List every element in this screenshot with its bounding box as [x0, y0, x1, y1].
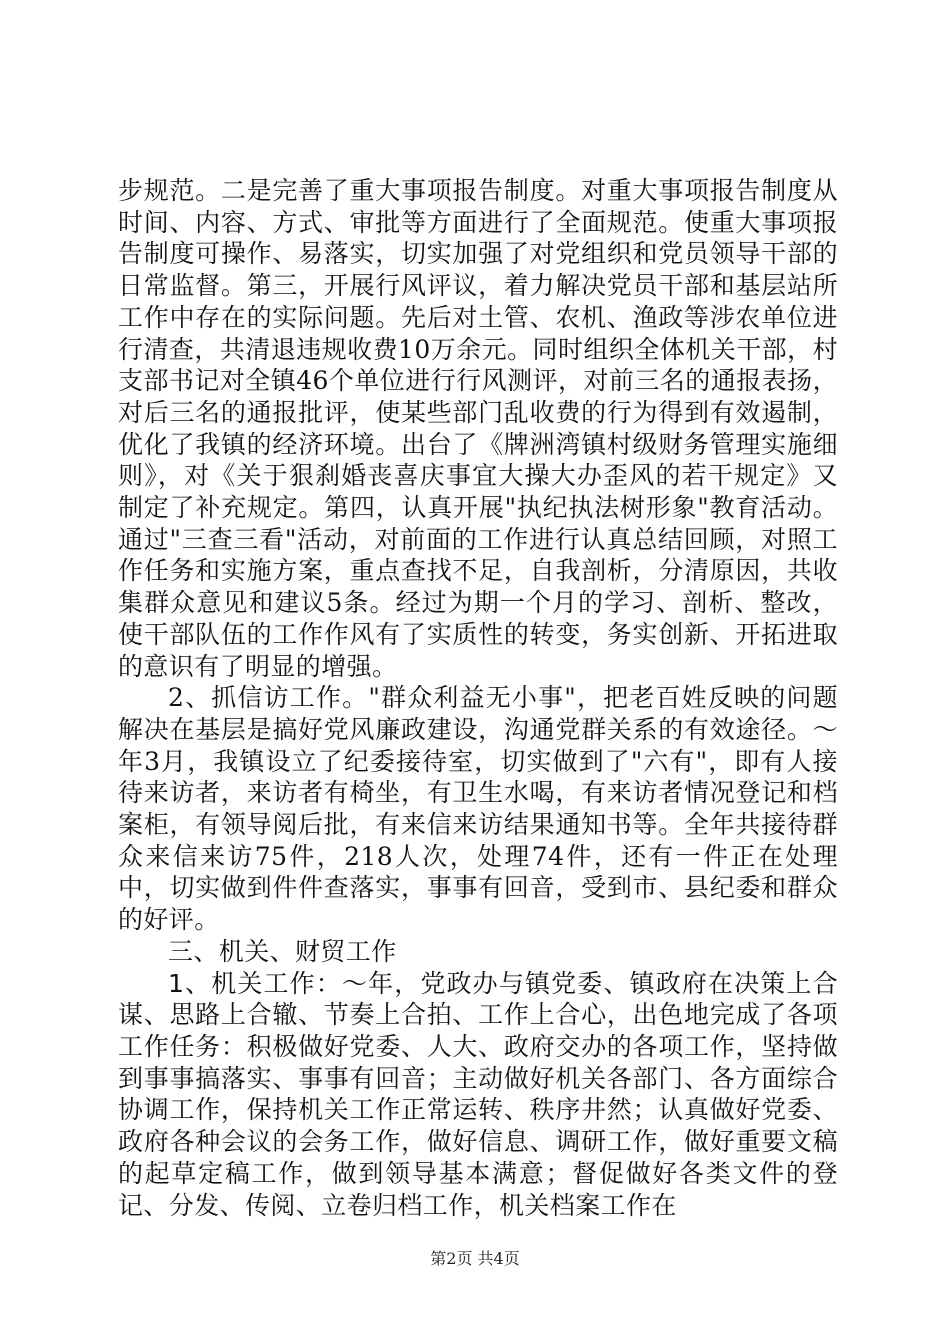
document-body	[118, 175, 838, 1221]
paragraph-petition-work: 2、抓信访工作。"群众利益无小事"，把老百姓反映的问题解决在基层是搞好党风廉政建设，沟通党群关系的有效途径。～年3月，我镇设立了纪委接待室，切实做到了"六有"，即有人接待来访者，来访者有椅坐，有卫生水喝，有来访者情况登记和档案柜，有领导阅后批，有来信来访结果通知书等。全年共接待群众来信来访75件，218人次，处理74件，还有一件正在处理中，切实做到件件查落实，事事有回音，受到市、县纪委和群众的好评。	[118, 683, 838, 935]
paragraph-office-work: 1、机关工作：～年，党政办与镇党委、镇政府在决策上合谋、思路上合辙、节奏上合拍、工作上合心，出色地完成了各项工作任务：积极做好党委、人大、政府交办的各项工作，坚持做到事事搞落实、事事有回音；主动做好机关各部门、各方面综合协调工作，保持机关工作正常运转、秩序井然；认真做好党委、政府各种会议的会务工作，做好信息、调研工作，做好重要文稿的起草定稿工作，做到领导基本满意；督促做好各类文件的登记、分发、传阅、立卷归档工作，机关档案工作在	[118, 968, 838, 1220]
paragraph-continuation: 步规范。二是完善了重大事项报告制度。对重大事项报告制度从时间、内容、方式、审批等方面进行了全面规范。使重大事项报告制度可操作、易落实，切实加强了对党组织和党员领导干部的日常监督。第三，开展行风评议，着力解决党员干部和基层站所工作中存在的实际问题。先后对土管、农机、渔政等涉农单位进行清查，共清退违规收费10万余元。同时组织全体机关干部，村支部书记对全镇46个单位进行行风测评，对前三名的通报表扬，对后三名的通报批评，使某些部门乱收费的行为得到有效遏制，优化了我镇的经济环境。出台了《牌洲湾镇村级财务管理实施细则》，对《关于狠刹婚丧喜庆事宜大操大办歪风的若干规定》又制定了补充规定。第四，认真开展"执纪执法树形象"教育活动。通过"三查三看"活动，对前面的工作进行认真总结回顾，对照工作任务和实施方案，重点查找不足，自我剖析，分清原因，共收集群众意见和建议5条。经过为期一个月的学习、剖析、整改，使干部队伍的工作作风有了实质性的转变，务实创新、开拓进取的意识有了明显的增强。	[118, 176, 838, 681]
section-heading: 三、机关、财贸工作	[168, 936, 397, 966]
page-footer: 第2页 共4页	[430, 1249, 520, 1268]
